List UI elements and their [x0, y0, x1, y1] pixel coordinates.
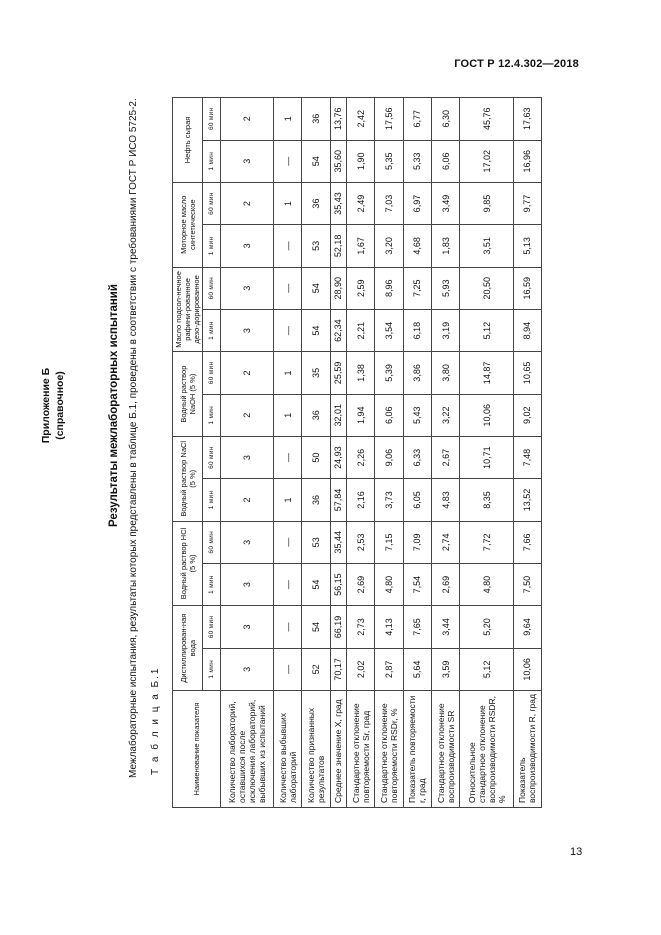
- table-header: [173, 98, 221, 808]
- table-cell: 36: [302, 394, 330, 436]
- header-cell-duration: 1 мин: [203, 225, 221, 267]
- table-cell: 52,18: [330, 225, 346, 267]
- header-cell-duration: 60 мин: [203, 98, 221, 141]
- table-cell: 3: [221, 436, 274, 478]
- table-cell: 4,83: [432, 479, 460, 521]
- table-cell: 2,59: [346, 267, 374, 309]
- table-cell: 54: [302, 309, 330, 351]
- table-cell: 16,59: [513, 267, 541, 309]
- table-cell: 5,39: [375, 352, 403, 394]
- table-cell: 2,21: [346, 309, 374, 351]
- header-cell-medium: Водный раствор NaCl (5 %): [173, 436, 203, 521]
- table-cell: 6,33: [403, 436, 431, 478]
- header-cell-medium: Моторное масло синтетическое: [173, 182, 203, 267]
- table-cell: 35,43: [330, 182, 346, 224]
- table-cell: 5,13: [513, 225, 541, 267]
- table-cell: 5,33: [403, 140, 431, 182]
- row-label: Количество выбывших лабораторий: [274, 691, 302, 808]
- table-cell: 4,80: [460, 563, 513, 605]
- table-cell: 5,64: [403, 648, 431, 690]
- table-cell: 7,15: [375, 521, 403, 563]
- table-cell: 6,77: [403, 98, 431, 141]
- table-row: [375, 98, 403, 808]
- table-cell: 1: [274, 352, 302, 394]
- table-cell: 3: [221, 140, 274, 182]
- table-cell: 6,06: [432, 140, 460, 182]
- table-cell: 3,20: [375, 225, 403, 267]
- table-cell: —: [274, 648, 302, 690]
- table-cell: 10,71: [460, 436, 513, 478]
- table-cell: 20,50: [460, 267, 513, 309]
- table-cell: 24,93: [330, 436, 346, 478]
- row-label: Относительное стандартное отклонение воспроизводимости RSDR, %: [460, 691, 513, 808]
- table-cell: 3: [221, 521, 274, 563]
- header-cell-duration: 60 мин: [203, 521, 221, 563]
- table-cell: 13,76: [330, 98, 346, 141]
- table-cell: 52: [302, 648, 330, 690]
- table-cell: 8,96: [375, 267, 403, 309]
- table-cell: 54: [302, 606, 330, 648]
- table-cell: 2,53: [346, 521, 374, 563]
- table-cell: 66,19: [330, 606, 346, 648]
- header-cell-duration: 60 мин: [203, 352, 221, 394]
- table-cell: 7,09: [403, 521, 431, 563]
- table-cell: 7,25: [403, 267, 431, 309]
- table-cell: 6,30: [432, 98, 460, 141]
- table-cell: 4,13: [375, 606, 403, 648]
- table-cell: 3,44: [432, 606, 460, 648]
- table-cell: 3: [221, 648, 274, 690]
- table-cell: 17,02: [460, 140, 513, 182]
- table-cell: 5,35: [375, 140, 403, 182]
- table-row: [403, 98, 431, 808]
- table-row: [432, 98, 460, 808]
- table-row: [221, 98, 274, 808]
- table-cell: 53: [302, 521, 330, 563]
- table-cell: 36: [302, 98, 330, 141]
- table-cell: 3,49: [432, 182, 460, 224]
- table-cell: 9,85: [460, 182, 513, 224]
- table-cell: 35,44: [330, 521, 346, 563]
- header-cell-duration: 1 мин: [203, 309, 221, 351]
- table-cell: 9,77: [513, 182, 541, 224]
- table-cell: —: [274, 225, 302, 267]
- table-cell: 9,06: [375, 436, 403, 478]
- section-heading: Результаты межлабораторных испытаний: [108, 284, 120, 527]
- table-cell: —: [274, 606, 302, 648]
- table-cell: 3,19: [432, 309, 460, 351]
- table-cell: 10,65: [513, 352, 541, 394]
- table-cell: 4,80: [375, 563, 403, 605]
- table-cell: 6,05: [403, 479, 431, 521]
- table-cell: 2,16: [346, 479, 374, 521]
- table-cell: 2,49: [346, 182, 374, 224]
- table-cell: 10,06: [460, 394, 513, 436]
- table-cell: 7,50: [513, 563, 541, 605]
- header-cell-medium: Водный раствор HCl (5 %): [173, 521, 203, 606]
- row-label: Количество лабораторий, оставшихся после исключения лабораторий, выбывших из испытаний: [221, 691, 274, 808]
- table-cell: 14,87: [460, 352, 513, 394]
- header-cell-medium: Нефть сырая: [173, 98, 203, 183]
- header-cell-duration: 1 мин: [203, 394, 221, 436]
- table-cell: 6,97: [403, 182, 431, 224]
- table-cell: 1: [274, 98, 302, 141]
- table-cell: 13,52: [513, 479, 541, 521]
- table-cell: 2,69: [432, 563, 460, 605]
- table-cell: 36: [302, 479, 330, 521]
- table-cell: 1,94: [346, 394, 374, 436]
- table-cell: 16,96: [513, 140, 541, 182]
- row-label: Показатель повторяемости r, град: [403, 691, 431, 808]
- table-caption: Т а б л и ц а Б.1: [150, 666, 161, 775]
- header-cell-duration: 60 мин: [203, 606, 221, 648]
- table-cell: 53: [302, 225, 330, 267]
- table-row: [330, 98, 346, 808]
- table-cell: 9,02: [513, 394, 541, 436]
- table-cell: 54: [302, 140, 330, 182]
- table-cell: 2,02: [346, 648, 374, 690]
- table-row: [274, 98, 302, 808]
- header-cell-indicator: Наименование показателя: [173, 691, 221, 808]
- table-cell: 1,67: [346, 225, 374, 267]
- header-cell-medium: Масло подсол-нечное рафини-рованное дезо-дорированное: [173, 267, 203, 352]
- table-cell: 6,18: [403, 309, 431, 351]
- table-cell: 7,48: [513, 436, 541, 478]
- table-cell: 3: [221, 606, 274, 648]
- table-cell: 3,73: [375, 479, 403, 521]
- table-cell: 2: [221, 479, 274, 521]
- table-cell: 36: [302, 182, 330, 224]
- table-cell: 7,72: [460, 521, 513, 563]
- table-cell: 1,38: [346, 352, 374, 394]
- table-cell: 32,01: [330, 394, 346, 436]
- document-code: ГОСТ Р 12.4.302—2018: [454, 58, 579, 70]
- table-cell: 4,68: [403, 225, 431, 267]
- table-cell: 2: [221, 352, 274, 394]
- intro-paragraph: Межлабораторные испытания, результаты которых представлены в таблице Б.1, проведены в соответствии с требованиями ГОСТ Р ИСО 5725-2.: [128, 98, 139, 778]
- table-cell: 9,64: [513, 606, 541, 648]
- table-cell: 25,59: [330, 352, 346, 394]
- table-cell: 45,76: [460, 98, 513, 141]
- table-cell: 5,43: [403, 394, 431, 436]
- page-number: 13: [570, 846, 583, 858]
- table-row: [346, 98, 374, 808]
- table-cell: 2: [221, 182, 274, 224]
- table-cell: 5,12: [460, 309, 513, 351]
- table-cell: 5,12: [460, 648, 513, 690]
- table-cell: 2,67: [432, 436, 460, 478]
- table-cell: 57,84: [330, 479, 346, 521]
- table-row: [460, 98, 513, 808]
- table-cell: 1,83: [432, 225, 460, 267]
- table-cell: 3,59: [432, 648, 460, 690]
- results-table: [172, 97, 542, 808]
- table-cell: 1: [274, 479, 302, 521]
- table-cell: 7,54: [403, 563, 431, 605]
- table-cell: 35,60: [330, 140, 346, 182]
- table-cell: 54: [302, 563, 330, 605]
- table-cell: —: [274, 267, 302, 309]
- table-cell: 17,63: [513, 98, 541, 141]
- row-label: Стандартное отклонение повторяемости Sr, град: [346, 691, 374, 808]
- header-cell-duration: 1 мин: [203, 563, 221, 605]
- appendix-title: Приложение Б: [40, 367, 52, 444]
- table-row: [302, 98, 330, 808]
- table-cell: 3: [221, 225, 274, 267]
- table-cell: 6,06: [375, 394, 403, 436]
- table-cell: 1,90: [346, 140, 374, 182]
- table-cell: 3,54: [375, 309, 403, 351]
- table-cell: —: [274, 563, 302, 605]
- table-cell: 2: [221, 98, 274, 141]
- table-cell: 62,34: [330, 309, 346, 351]
- row-label: Количество признанных результатов: [302, 691, 330, 808]
- table-cell: 3: [221, 309, 274, 351]
- table-cell: 2,74: [432, 521, 460, 563]
- table-cell: 7,03: [375, 182, 403, 224]
- table-cell: 2,87: [375, 648, 403, 690]
- table-cell: 8,35: [460, 479, 513, 521]
- table-cell: 2: [221, 394, 274, 436]
- header-cell-medium: Водный раствор NaOH (5 %): [173, 352, 203, 437]
- row-label: Стандартное отклонение воспроизводимости SR: [432, 691, 460, 808]
- table-cell: 1: [274, 182, 302, 224]
- table-cell: —: [274, 309, 302, 351]
- table-cell: 17,56: [375, 98, 403, 141]
- row-label: Среднее значение X, град: [330, 691, 346, 808]
- table-cell: 5,20: [460, 606, 513, 648]
- table-cell: 10,06: [513, 648, 541, 690]
- header-row-groups: [173, 98, 203, 808]
- table-cell: 2,73: [346, 606, 374, 648]
- table-cell: 8,94: [513, 309, 541, 351]
- table-cell: 1: [274, 394, 302, 436]
- table-cell: 3,86: [403, 352, 431, 394]
- table-cell: 3,80: [432, 352, 460, 394]
- table-cell: 3,51: [460, 225, 513, 267]
- table-cell: —: [274, 436, 302, 478]
- header-cell-duration: 1 мин: [203, 479, 221, 521]
- table-body: [221, 98, 542, 808]
- table-cell: 3,22: [432, 394, 460, 436]
- table-cell: 5,93: [432, 267, 460, 309]
- table-cell: 3: [221, 563, 274, 605]
- table-cell: 2,26: [346, 436, 374, 478]
- table-cell: 35: [302, 352, 330, 394]
- appendix-subtitle: (справочное): [54, 371, 66, 440]
- header-cell-duration: 1 мин: [203, 648, 221, 690]
- table-cell: 3: [221, 267, 274, 309]
- table-cell: 2,69: [346, 563, 374, 605]
- header-cell-duration: 60 мин: [203, 182, 221, 224]
- row-label: Стандартное отклонение повторяемости RSDr, %: [375, 691, 403, 808]
- header-cell-duration: 60 мин: [203, 436, 221, 478]
- row-label: Показатель воспроизводимости R, град: [513, 691, 541, 808]
- table-cell: 56,15: [330, 563, 346, 605]
- header-cell-medium: Дистиллирован-ная вода: [173, 606, 203, 691]
- table-cell: 28,90: [330, 267, 346, 309]
- table-cell: —: [274, 140, 302, 182]
- table-row: [513, 98, 541, 808]
- table-cell: 50: [302, 436, 330, 478]
- table-cell: —: [274, 521, 302, 563]
- table-cell: 7,65: [403, 606, 431, 648]
- table-cell: 70,17: [330, 648, 346, 690]
- table-cell: 7,66: [513, 521, 541, 563]
- header-cell-duration: 1 мин: [203, 140, 221, 182]
- table-cell: 54: [302, 267, 330, 309]
- table-cell: 2,42: [346, 98, 374, 141]
- header-cell-duration: 60 мин: [203, 267, 221, 309]
